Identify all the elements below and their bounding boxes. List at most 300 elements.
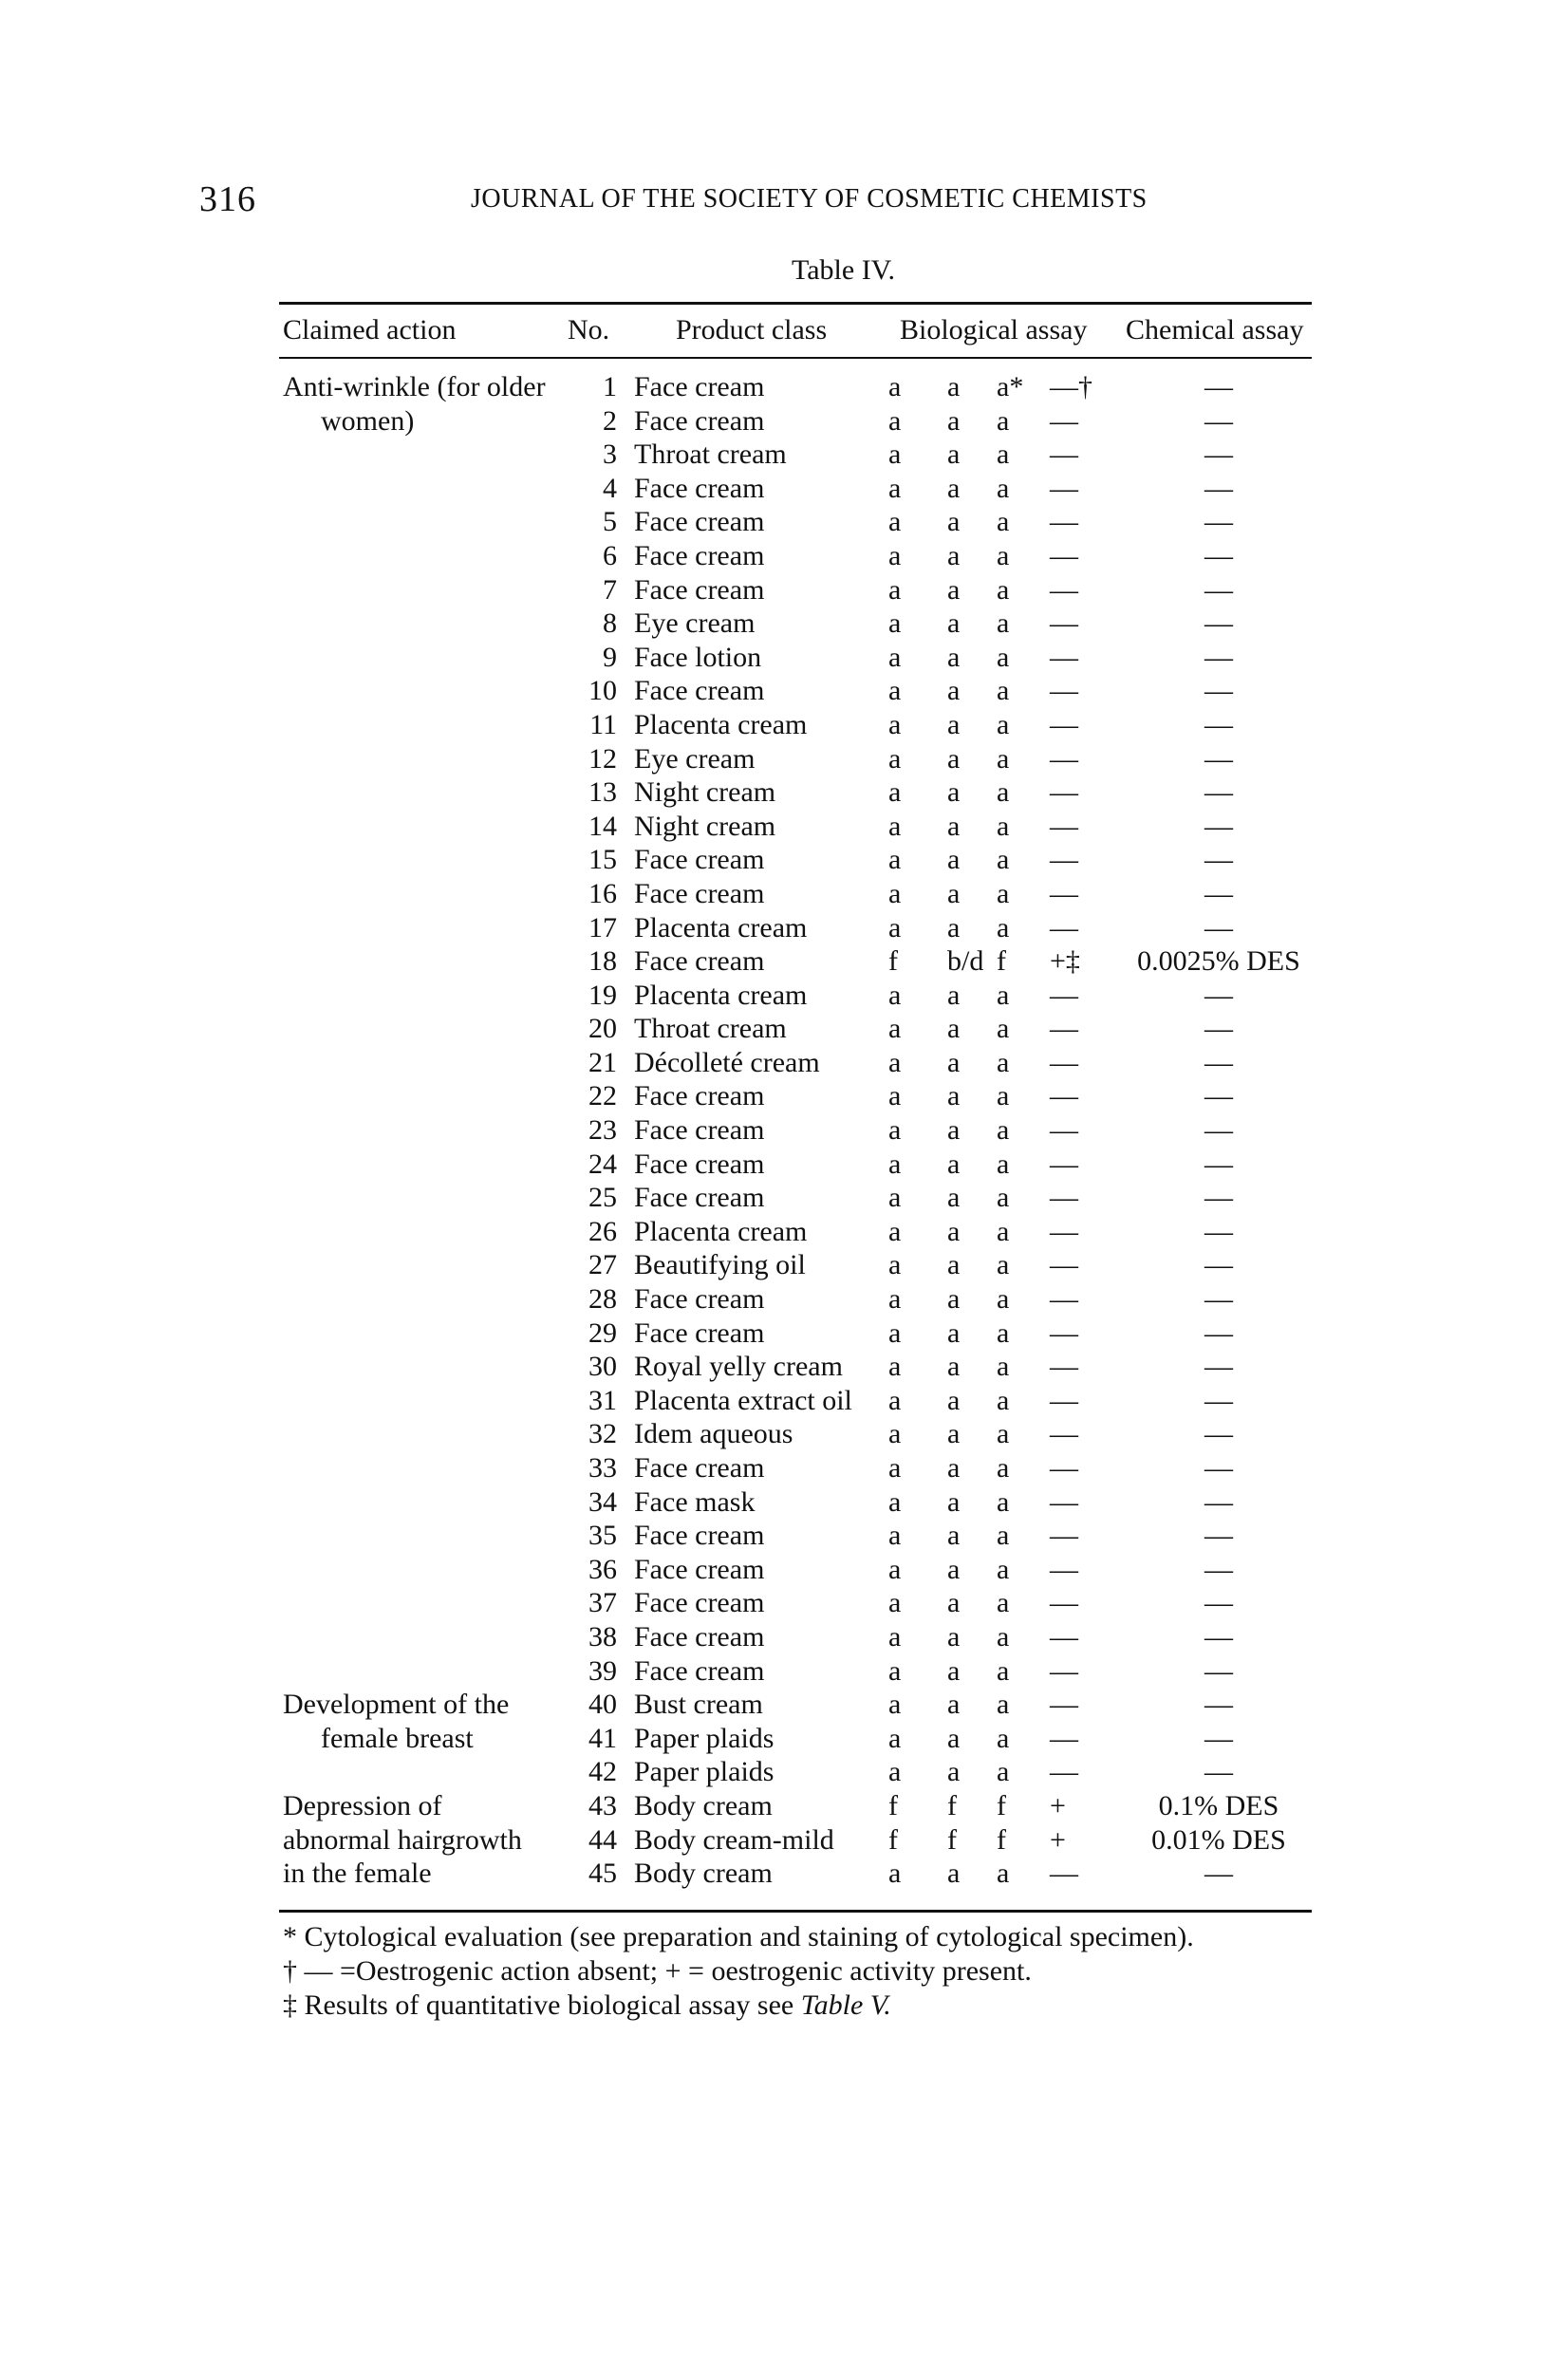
- bio-assay-1: a: [888, 1384, 902, 1416]
- bio-assay-3: a: [997, 404, 1010, 437]
- table-row: [0, 708, 1568, 742]
- product-class: Face cream: [634, 371, 765, 402]
- product-class: Face cream: [634, 1520, 765, 1552]
- bio-assay-result: +‡: [1050, 945, 1080, 978]
- bio-assay-3: a: [997, 439, 1010, 471]
- bio-assay-result: —: [1050, 979, 1078, 1011]
- row-number: 35: [588, 1520, 617, 1552]
- table-row: [0, 1485, 1568, 1520]
- bio-assay-3: a: [997, 472, 1010, 504]
- product-class: Décolleté cream: [634, 1046, 820, 1078]
- bio-assay-result: —: [1050, 1418, 1078, 1450]
- bio-assay-2: a: [947, 776, 961, 809]
- row-number: 7: [603, 573, 617, 606]
- bio-assay-2: a: [947, 1689, 961, 1721]
- chemical-assay: —: [1204, 1418, 1233, 1450]
- table-row: [0, 674, 1568, 708]
- bio-assay-result: —: [1050, 1587, 1078, 1619]
- running-head: JOURNAL OF THE SOCIETY OF COSMETIC CHEMISTS: [471, 184, 1148, 214]
- product-class: Face cream: [634, 506, 765, 538]
- bio-assay-result: —: [1050, 1485, 1078, 1518]
- table-row: [0, 1857, 1568, 1891]
- chemical-assay: —: [1204, 742, 1233, 775]
- table-row: [0, 438, 1568, 472]
- bio-assay-2: f: [947, 1823, 957, 1856]
- bio-assay-2: a: [947, 1249, 961, 1281]
- chemical-assay: —: [1204, 404, 1233, 437]
- bio-assay-result: —: [1050, 810, 1078, 842]
- product-class: Body cream: [634, 1858, 773, 1890]
- table-row: [0, 944, 1568, 979]
- table-row: [0, 979, 1568, 1013]
- bio-assay-result: —: [1050, 1182, 1078, 1214]
- row-number: 20: [588, 1013, 617, 1045]
- bio-assay-1: a: [888, 1689, 902, 1721]
- bio-assay-1: a: [888, 1148, 902, 1180]
- bio-assay-2: a: [947, 439, 961, 471]
- bio-assay-2: a: [947, 404, 961, 437]
- bio-assay-result: —: [1050, 911, 1078, 943]
- bio-assay-1: a: [888, 911, 902, 943]
- row-number: 1: [603, 371, 617, 402]
- chemical-assay: —: [1204, 1182, 1233, 1214]
- product-class: Face cream: [634, 1587, 765, 1619]
- bio-assay-result: —: [1050, 506, 1078, 538]
- product-class: Night cream: [634, 776, 776, 809]
- product-class: Face cream: [634, 675, 765, 707]
- table-row: [0, 539, 1568, 573]
- chemical-assay: —: [1204, 1756, 1233, 1788]
- bio-assay-1: a: [888, 371, 902, 402]
- bio-assay-3: a: [997, 1249, 1010, 1281]
- bio-assay-result: —: [1050, 1553, 1078, 1585]
- row-number: 44: [588, 1823, 617, 1856]
- row-number: 27: [588, 1249, 617, 1281]
- table-row: [0, 1789, 1568, 1823]
- claimed-action-line: women): [321, 404, 415, 437]
- bio-assay-result: —: [1050, 1858, 1078, 1890]
- product-class: Face cream: [634, 472, 765, 504]
- bio-assay-3: a: [997, 1722, 1010, 1754]
- product-class: Night cream: [634, 810, 776, 842]
- chemical-assay: —: [1204, 1689, 1233, 1721]
- bio-assay-1: a: [888, 1249, 902, 1281]
- page-number: 316: [199, 179, 256, 219]
- bio-assay-result: —: [1050, 573, 1078, 606]
- product-class: Face cream: [634, 1283, 765, 1316]
- bio-assay-1: a: [888, 1215, 902, 1247]
- footnote-asterisk: * Cytological evaluation (see preparation and staining of cytological specimen).: [283, 1921, 1194, 1952]
- bio-assay-1: a: [888, 1520, 902, 1552]
- bio-assay-1: a: [888, 1013, 902, 1045]
- table-row: [0, 1654, 1568, 1689]
- table-row: [0, 1012, 1568, 1046]
- bio-assay-1: a: [888, 1080, 902, 1112]
- bio-assay-2: a: [947, 539, 961, 571]
- bio-assay-3: a: [997, 539, 1010, 571]
- bio-assay-3: a: [997, 1114, 1010, 1147]
- product-class: Bust cream: [634, 1689, 763, 1721]
- footnote-table-reference: Table V.: [800, 1989, 891, 2021]
- bio-assay-2: a: [947, 1215, 961, 1247]
- row-number: 11: [589, 708, 617, 740]
- chemical-assay: —: [1204, 506, 1233, 538]
- product-class: Face cream: [634, 877, 765, 909]
- product-class: Face cream: [634, 573, 765, 606]
- chemical-assay: —: [1204, 1587, 1233, 1619]
- product-class: Face cream: [634, 404, 765, 437]
- product-class: Idem aqueous: [634, 1418, 793, 1450]
- bio-assay-3: a: [997, 1080, 1010, 1112]
- bio-assay-3: a: [997, 1654, 1010, 1687]
- claimed-action-line: female breast: [321, 1722, 474, 1754]
- footnote-double-dagger-text: ‡ Results of quantitative biological assay see: [283, 1989, 801, 2021]
- table-row: [0, 1755, 1568, 1789]
- bio-assay-1: a: [888, 1587, 902, 1619]
- table-row: [0, 370, 1568, 404]
- bio-assay-1: a: [888, 641, 902, 673]
- bio-assay-3: a: [997, 1689, 1010, 1721]
- row-number: 4: [603, 472, 617, 504]
- table-row: [0, 1722, 1568, 1756]
- chemical-assay: —: [1204, 573, 1233, 606]
- bio-assay-3: a: [997, 708, 1010, 740]
- chemical-assay: —: [1204, 607, 1233, 640]
- bio-assay-2: b/d: [947, 945, 984, 978]
- table-row: [0, 573, 1568, 607]
- bio-assay-3: a: [997, 1182, 1010, 1214]
- row-number: 22: [588, 1080, 617, 1112]
- bio-assay-result: —: [1050, 1689, 1078, 1721]
- bio-assay-3: a: [997, 1553, 1010, 1585]
- bio-assay-result: —: [1050, 1384, 1078, 1416]
- row-number: 13: [588, 776, 617, 809]
- bio-assay-2: a: [947, 675, 961, 707]
- table-row: [0, 1586, 1568, 1620]
- product-class: Beautifying oil: [634, 1249, 806, 1281]
- bio-assay-3: a: [997, 911, 1010, 943]
- table-row: [0, 810, 1568, 844]
- bio-assay-2: a: [947, 1351, 961, 1383]
- chemical-assay: —: [1204, 1013, 1233, 1045]
- chemical-assay: —: [1204, 979, 1233, 1011]
- row-number: 3: [603, 439, 617, 471]
- bio-assay-result: —: [1050, 539, 1078, 571]
- bio-assay-result: —: [1050, 776, 1078, 809]
- product-class: Placenta cream: [634, 979, 808, 1011]
- bio-assay-result: —: [1050, 1215, 1078, 1247]
- row-number: 39: [588, 1654, 617, 1687]
- row-number: 45: [588, 1858, 617, 1890]
- bio-assay-result: —: [1050, 1046, 1078, 1078]
- product-class: Face cream: [634, 1148, 765, 1180]
- product-class: Face cream: [634, 1620, 765, 1653]
- row-number: 17: [588, 911, 617, 943]
- row-number: 42: [588, 1756, 617, 1788]
- table-row: [0, 641, 1568, 675]
- chemical-assay: —: [1204, 1858, 1233, 1890]
- bio-assay-2: a: [947, 1485, 961, 1518]
- table-row: [0, 1451, 1568, 1485]
- table-row: [0, 877, 1568, 911]
- chemical-assay: —: [1204, 1148, 1233, 1180]
- chemical-assay: —: [1204, 1283, 1233, 1316]
- table-row: [0, 1317, 1568, 1351]
- bio-assay-3: a: [997, 877, 1010, 909]
- bio-assay-1: a: [888, 877, 902, 909]
- bio-assay-3: f: [997, 1789, 1006, 1821]
- product-class: Placenta cream: [634, 911, 808, 943]
- bio-assay-2: a: [947, 641, 961, 673]
- table-bottom-rule: [279, 1910, 1312, 1913]
- bio-assay-result: —: [1050, 472, 1078, 504]
- bio-assay-3: f: [997, 945, 1006, 978]
- product-class: Throat cream: [634, 1013, 787, 1045]
- bio-assay-1: a: [888, 1756, 902, 1788]
- bio-assay-1: a: [888, 1317, 902, 1349]
- product-class: Paper plaids: [634, 1756, 775, 1788]
- bio-assay-1: a: [888, 1046, 902, 1078]
- bio-assay-result: —: [1050, 1351, 1078, 1383]
- bio-assay-3: a: [997, 979, 1010, 1011]
- row-number: 10: [588, 675, 617, 707]
- bio-assay-3: a: [997, 810, 1010, 842]
- bio-assay-result: —: [1050, 1249, 1078, 1281]
- table-row: [0, 1079, 1568, 1113]
- bio-assay-3: a: [997, 1756, 1010, 1788]
- bio-assay-3: a: [997, 1452, 1010, 1484]
- row-number: 24: [588, 1148, 617, 1180]
- bio-assay-result: —: [1050, 1654, 1078, 1687]
- table-row: [0, 742, 1568, 776]
- table-row: [0, 607, 1568, 641]
- chemical-assay: —: [1204, 1114, 1233, 1147]
- chemical-assay: —: [1204, 1722, 1233, 1754]
- column-header-chemical-assay: Chemical assay: [1126, 314, 1304, 345]
- row-number: 19: [588, 979, 617, 1011]
- row-number: 33: [588, 1452, 617, 1484]
- table-row: [0, 1215, 1568, 1249]
- table-row: [0, 1384, 1568, 1418]
- chemical-assay: —: [1204, 1654, 1233, 1687]
- chemical-assay: —: [1204, 1452, 1233, 1484]
- chemical-assay: —: [1204, 776, 1233, 809]
- bio-assay-1: f: [888, 1823, 898, 1856]
- bio-assay-1: a: [888, 1553, 902, 1585]
- bio-assay-result: —: [1050, 675, 1078, 707]
- row-number: 37: [588, 1587, 617, 1619]
- bio-assay-2: a: [947, 1620, 961, 1653]
- row-number: 15: [588, 844, 617, 876]
- bio-assay-result: —: [1050, 404, 1078, 437]
- bio-assay-result: —: [1050, 1148, 1078, 1180]
- product-class: Face cream: [634, 1452, 765, 1484]
- product-class: Face cream: [634, 1654, 765, 1687]
- bio-assay-1: f: [888, 1789, 898, 1821]
- chemical-assay: —: [1204, 1485, 1233, 1518]
- bio-assay-result: —: [1050, 877, 1078, 909]
- chemical-assay: —: [1204, 539, 1233, 571]
- bio-assay-2: a: [947, 1654, 961, 1687]
- bio-assay-result: —: [1050, 1080, 1078, 1112]
- product-class: Throat cream: [634, 439, 787, 471]
- bio-assay-1: a: [888, 573, 902, 606]
- row-number: 32: [588, 1418, 617, 1450]
- chemical-assay: 0.0025% DES: [1137, 945, 1300, 978]
- row-number: 23: [588, 1114, 617, 1147]
- row-number: 18: [588, 945, 617, 978]
- chemical-assay: —: [1204, 371, 1233, 402]
- chemical-assay: —: [1204, 1620, 1233, 1653]
- claimed-action-group: [283, 1789, 522, 1891]
- row-number: 8: [603, 607, 617, 640]
- bio-assay-result: —: [1050, 1620, 1078, 1653]
- table-row: [0, 505, 1568, 539]
- bio-assay-2: a: [947, 1283, 961, 1316]
- bio-assay-1: a: [888, 776, 902, 809]
- chemical-assay: —: [1204, 911, 1233, 943]
- bio-assay-1: a: [888, 1452, 902, 1484]
- row-number: 2: [603, 404, 617, 437]
- table-row: [0, 1519, 1568, 1553]
- bio-assay-1: a: [888, 506, 902, 538]
- bio-assay-3: a: [997, 1384, 1010, 1416]
- product-class: Face cream: [634, 1114, 765, 1147]
- bio-assay-result: —: [1050, 1013, 1078, 1045]
- table-top-rule: [279, 302, 1312, 305]
- bio-assay-2: a: [947, 506, 961, 538]
- bio-assay-3: a: [997, 1858, 1010, 1890]
- bio-assay-3: a: [997, 742, 1010, 775]
- bio-assay-2: a: [947, 1148, 961, 1180]
- row-number: 5: [603, 506, 617, 538]
- bio-assay-2: a: [947, 1182, 961, 1214]
- row-number: 34: [588, 1485, 617, 1518]
- bio-assay-1: a: [888, 1418, 902, 1450]
- bio-assay-3: a: [997, 844, 1010, 876]
- bio-assay-result: +: [1050, 1789, 1066, 1821]
- bio-assay-3: a: [997, 1283, 1010, 1316]
- bio-assay-2: a: [947, 1080, 961, 1112]
- chemical-assay: —: [1204, 1046, 1233, 1078]
- column-header-no: No.: [568, 314, 610, 345]
- product-class: Face cream: [634, 1317, 765, 1349]
- chemical-assay: —: [1204, 1317, 1233, 1349]
- bio-assay-3: a: [997, 1215, 1010, 1247]
- bio-assay-3: a: [997, 1418, 1010, 1450]
- column-header-product-class: Product class: [676, 314, 828, 345]
- bio-assay-result: —: [1050, 742, 1078, 775]
- chemical-assay: —: [1204, 877, 1233, 909]
- table-header-rule: [279, 357, 1312, 359]
- bio-assay-2: a: [947, 1114, 961, 1147]
- column-header-biological-assay: Biological assay: [900, 314, 1088, 345]
- product-class: Paper plaids: [634, 1722, 775, 1754]
- bio-assay-result: —: [1050, 1722, 1078, 1754]
- bio-assay-1: a: [888, 404, 902, 437]
- bio-assay-3: a: [997, 1587, 1010, 1619]
- chemical-assay: —: [1204, 1351, 1233, 1383]
- bio-assay-2: a: [947, 607, 961, 640]
- bio-assay-1: a: [888, 810, 902, 842]
- bio-assay-2: a: [947, 1013, 961, 1045]
- row-number: 21: [588, 1046, 617, 1078]
- bio-assay-result: —: [1050, 1756, 1078, 1788]
- row-number: 41: [588, 1722, 617, 1754]
- chemical-assay: 0.01% DES: [1151, 1823, 1286, 1856]
- bio-assay-1: a: [888, 472, 902, 504]
- bio-assay-2: a: [947, 810, 961, 842]
- row-number: 9: [603, 641, 617, 673]
- chemical-assay: —: [1204, 844, 1233, 876]
- bio-assay-2: a: [947, 1722, 961, 1754]
- table-row: [0, 1823, 1568, 1858]
- row-number: 26: [588, 1215, 617, 1247]
- bio-assay-2: a: [947, 877, 961, 909]
- product-class: Face cream: [634, 539, 765, 571]
- product-class: Placenta extract oil: [634, 1384, 852, 1416]
- table-row: [0, 472, 1568, 506]
- bio-assay-2: a: [947, 1384, 961, 1416]
- product-class: Eye cream: [634, 607, 756, 640]
- bio-assay-result: —: [1050, 1452, 1078, 1484]
- row-number: 31: [588, 1384, 617, 1416]
- bio-assay-1: a: [888, 1182, 902, 1214]
- table-row: [0, 911, 1568, 945]
- bio-assay-2: a: [947, 1756, 961, 1788]
- table-row: [0, 1417, 1568, 1451]
- bio-assay-1: a: [888, 1114, 902, 1147]
- bio-assay-result: —: [1050, 1317, 1078, 1349]
- product-class: Face mask: [634, 1485, 756, 1518]
- product-class: Face cream: [634, 1553, 765, 1585]
- bio-assay-2: a: [947, 1317, 961, 1349]
- claimed-action-group: [283, 1688, 509, 1755]
- row-number: 29: [588, 1317, 617, 1349]
- chemical-assay: —: [1204, 472, 1233, 504]
- bio-assay-1: a: [888, 1620, 902, 1653]
- bio-assay-2: a: [947, 911, 961, 943]
- bio-assay-1: a: [888, 1351, 902, 1383]
- chemical-assay: 0.1% DES: [1158, 1789, 1279, 1821]
- bio-assay-3: a: [997, 1520, 1010, 1552]
- column-header-claimed-action: Claimed action: [283, 314, 457, 345]
- claimed-action-group: [283, 370, 546, 438]
- footnote-double-dagger: [283, 1989, 891, 2022]
- chemical-assay: —: [1204, 1080, 1233, 1112]
- row-number: 36: [588, 1553, 617, 1585]
- table-row: [0, 1620, 1568, 1654]
- row-number: 40: [588, 1689, 617, 1721]
- bio-assay-result: —: [1050, 607, 1078, 640]
- bio-assay-3: a: [997, 1013, 1010, 1045]
- bio-assay-2: a: [947, 844, 961, 876]
- bio-assay-2: a: [947, 742, 961, 775]
- table-row: [0, 404, 1568, 439]
- row-number: 43: [588, 1789, 617, 1821]
- bio-assay-1: a: [888, 1283, 902, 1316]
- bio-assay-1: a: [888, 742, 902, 775]
- bio-assay-1: f: [888, 945, 898, 978]
- row-number: 14: [588, 810, 617, 842]
- bio-assay-result: —: [1050, 1283, 1078, 1316]
- bio-assay-result: —†: [1050, 371, 1092, 402]
- table-row: [0, 1113, 1568, 1148]
- bio-assay-3: a: [997, 506, 1010, 538]
- chemical-assay: —: [1204, 675, 1233, 707]
- bio-assay-2: a: [947, 1520, 961, 1552]
- bio-assay-3: a: [997, 1485, 1010, 1518]
